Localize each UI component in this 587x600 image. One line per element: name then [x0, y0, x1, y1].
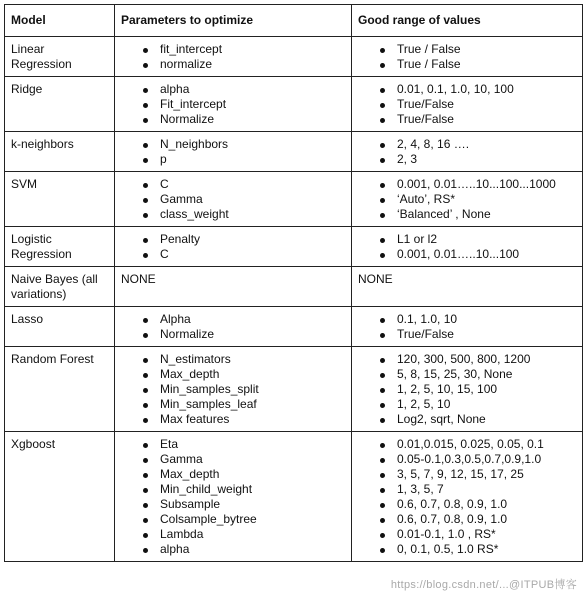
- parameters-list: [121, 42, 345, 72]
- range-item: 120, 300, 500, 800, 1200: [380, 352, 576, 367]
- range-list: [358, 177, 576, 222]
- header-range: Good range of values: [352, 5, 583, 37]
- header-row: [5, 5, 583, 37]
- table-row: [5, 172, 583, 227]
- parameter-item: Subsample: [143, 497, 345, 512]
- range-item: 0.01,0.015, 0.025, 0.05, 0.1: [380, 437, 576, 452]
- parameter-item: Fit_intercept: [143, 97, 345, 112]
- parameters-list: [121, 437, 345, 557]
- parameters-list: [121, 137, 345, 167]
- range-cell: [352, 132, 583, 172]
- range-list: [358, 137, 576, 167]
- range-item: 0.001, 0.01…..10...100...1000: [380, 177, 576, 192]
- range-list: [358, 42, 576, 72]
- parameter-item: p: [143, 152, 345, 167]
- range-item: 0.001, 0.01…..10...100: [380, 247, 576, 262]
- range-cell: [352, 172, 583, 227]
- watermark: https://blog.csdn.net/...@ITPUB博客: [390, 579, 577, 591]
- parameter-item: C: [143, 177, 345, 192]
- parameter-item: Normalize: [143, 112, 345, 127]
- parameter-item: Normalize: [143, 327, 345, 342]
- parameters-cell: [115, 227, 352, 267]
- range-cell: [352, 37, 583, 77]
- parameters-cell: [115, 132, 352, 172]
- parameters-cell: [115, 307, 352, 347]
- range-item: 0.6, 0.7, 0.8, 0.9, 1.0: [380, 497, 576, 512]
- table-row: [5, 77, 583, 132]
- table-row: [5, 307, 583, 347]
- range-item: ‘Balanced’ , None: [380, 207, 576, 222]
- range-text: NONE: [358, 272, 393, 286]
- parameters-list: [121, 232, 345, 262]
- model-name-cell: Linear Regression: [5, 37, 115, 77]
- table-body: [5, 37, 583, 562]
- table-row: [5, 37, 583, 77]
- range-item: 1, 2, 5, 10: [380, 397, 576, 412]
- range-item: 3, 5, 7, 9, 12, 15, 17, 25: [380, 467, 576, 482]
- range-item: 0.01-0.1, 1.0 , RS*: [380, 527, 576, 542]
- parameters-cell: [115, 347, 352, 432]
- model-name-cell: Lasso: [5, 307, 115, 347]
- parameter-item: Min_samples_leaf: [143, 397, 345, 412]
- range-item: 0.1, 1.0, 10: [380, 312, 576, 327]
- table-row: [5, 432, 583, 562]
- parameters-list: [121, 352, 345, 427]
- parameter-item: alpha: [143, 542, 345, 557]
- range-item: 2, 3: [380, 152, 576, 167]
- range-list: [358, 232, 576, 262]
- parameter-item: normalize: [143, 57, 345, 72]
- table-row: [5, 227, 583, 267]
- parameters-list: [121, 177, 345, 222]
- header-model: Model: [5, 5, 115, 37]
- range-cell: [352, 267, 583, 307]
- parameter-item: Max features: [143, 412, 345, 427]
- range-item: True / False: [380, 57, 576, 72]
- range-cell: [352, 432, 583, 562]
- range-item: L1 or l2: [380, 232, 576, 247]
- range-list: [358, 352, 576, 427]
- parameter-item: Max_depth: [143, 367, 345, 382]
- parameter-item: Min_child_weight: [143, 482, 345, 497]
- parameter-item: Lambda: [143, 527, 345, 542]
- range-item: 0.05-0.1,0.3,0.5,0.7,0.9,1.0: [380, 452, 576, 467]
- parameter-item: Gamma: [143, 192, 345, 207]
- model-name-cell: SVM: [5, 172, 115, 227]
- model-name-cell: Naive Bayes (all variations): [5, 267, 115, 307]
- parameter-item: Eta: [143, 437, 345, 452]
- range-item: 2, 4, 8, 16 ….: [380, 137, 576, 152]
- parameter-item: C: [143, 247, 345, 262]
- table-row: [5, 347, 583, 432]
- range-list: [358, 312, 576, 342]
- parameter-item: fit_intercept: [143, 42, 345, 57]
- table-row: [5, 132, 583, 172]
- table-row: [5, 267, 583, 307]
- range-list: [358, 82, 576, 127]
- parameters-text: NONE: [121, 272, 156, 286]
- range-item: 0.01, 0.1, 1.0, 10, 100: [380, 82, 576, 97]
- range-item: 5, 8, 15, 25, 30, None: [380, 367, 576, 382]
- range-cell: [352, 227, 583, 267]
- range-item: 0.6, 0.7, 0.8, 0.9, 1.0: [380, 512, 576, 527]
- model-name-cell: Random Forest: [5, 347, 115, 432]
- range-item: True/False: [380, 112, 576, 127]
- range-cell: [352, 307, 583, 347]
- parameter-item: Min_samples_split: [143, 382, 345, 397]
- range-item: 1, 3, 5, 7: [380, 482, 576, 497]
- parameter-item: Max_depth: [143, 467, 345, 482]
- parameter-item: class_weight: [143, 207, 345, 222]
- model-name-cell: Ridge: [5, 77, 115, 132]
- range-item: True/False: [380, 97, 576, 112]
- parameter-item: Penalty: [143, 232, 345, 247]
- model-name-cell: Logistic Regression: [5, 227, 115, 267]
- range-list: [358, 437, 576, 557]
- parameter-item: Colsample_bytree: [143, 512, 345, 527]
- parameters-cell: [115, 37, 352, 77]
- range-item: True / False: [380, 42, 576, 57]
- range-item: ‘Auto’, RS*: [380, 192, 576, 207]
- model-name-cell: k-neighbors: [5, 132, 115, 172]
- parameter-item: N_neighbors: [143, 137, 345, 152]
- range-item: Log2, sqrt, None: [380, 412, 576, 427]
- parameters-cell: [115, 267, 352, 307]
- parameters-cell: [115, 77, 352, 132]
- parameters-cell: [115, 432, 352, 562]
- range-cell: [352, 77, 583, 132]
- hyperparameter-table: [4, 4, 583, 562]
- parameter-item: Alpha: [143, 312, 345, 327]
- parameters-list: [121, 82, 345, 127]
- range-item: True/False: [380, 327, 576, 342]
- parameter-item: alpha: [143, 82, 345, 97]
- parameters-cell: [115, 172, 352, 227]
- parameters-list: [121, 312, 345, 342]
- range-cell: [352, 347, 583, 432]
- model-name-cell: Xgboost: [5, 432, 115, 562]
- parameter-item: N_estimators: [143, 352, 345, 367]
- range-item: 0, 0.1, 0.5, 1.0 RS*: [380, 542, 576, 557]
- header-parameters: Parameters to optimize: [115, 5, 352, 37]
- range-item: 1, 2, 5, 10, 15, 100: [380, 382, 576, 397]
- parameter-item: Gamma: [143, 452, 345, 467]
